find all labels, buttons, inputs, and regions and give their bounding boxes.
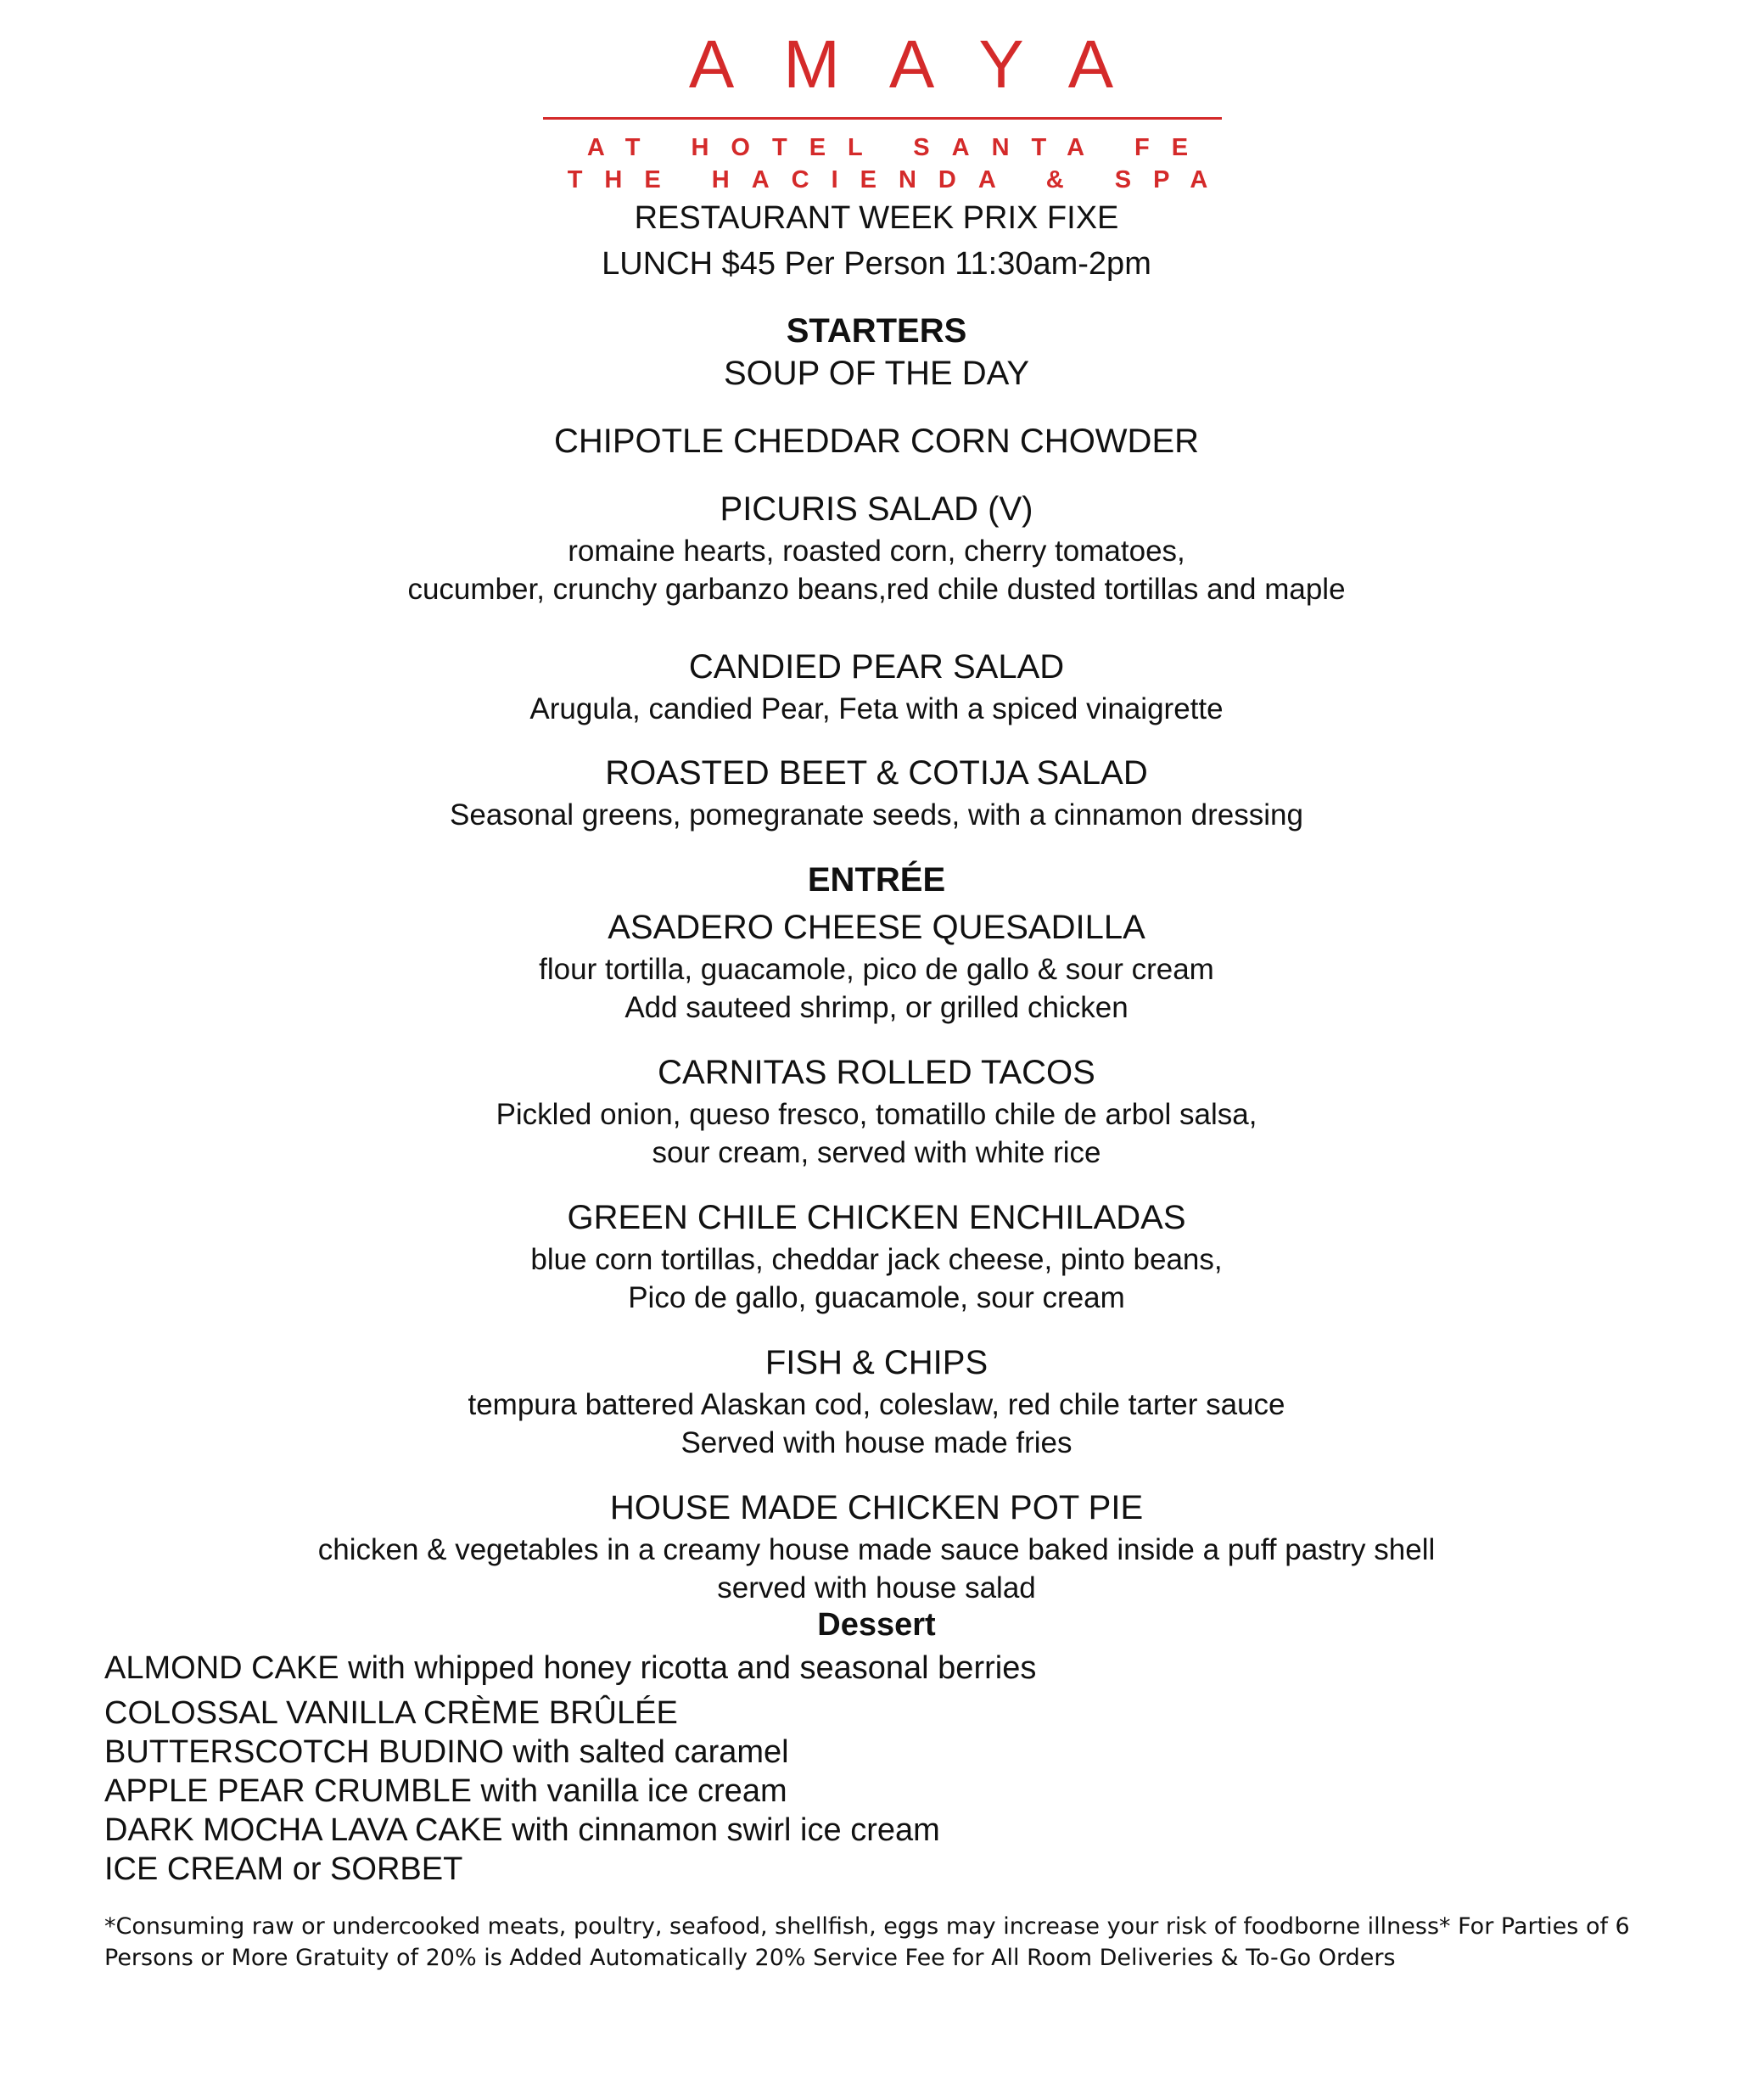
entree-item-name: FISH & CHIPS bbox=[764, 1344, 989, 1381]
logo-subtitle-hacienda: THE HACIENDA & SPA bbox=[567, 166, 1230, 193]
dessert-heading: Dessert bbox=[817, 1607, 936, 1643]
entree-item-name: GREEN CHILE CHICKEN ENCHILADAS bbox=[567, 1199, 1186, 1236]
logo-subtitle-hotel: AT HOTEL SANTA FE bbox=[586, 134, 1211, 161]
entree-item-desc: flour tortilla, guacamole, pico de gallo & sour cream bbox=[539, 953, 1214, 986]
starter-item-desc: Arugula, candied Pear, Feta with a spiced vinaigrette bbox=[529, 692, 1224, 725]
starter-item-name: PICURIS SALAD (V) bbox=[720, 490, 1033, 528]
logo-divider bbox=[543, 117, 1222, 120]
starter-item-desc: cucumber, crunchy garbanzo beans,red chile dusted tortillas and maple bbox=[407, 573, 1346, 606]
soup-of-the-day: SOUP OF THE DAY bbox=[723, 355, 1030, 392]
footer-disclaimer: *Consuming raw or undercooked meats, poultry, seafood, shellfish, eggs may increase your risk of foodborne illness* For Parties of 6 Persons or More Gratuity of 20% is Added Automatically 20% Service Fee for All Room Deliveries & To-Go Orders bbox=[104, 1913, 1630, 1971]
entree-item-name: HOUSE MADE CHICKEN POT PIE bbox=[609, 1489, 1144, 1526]
entree-heading: ENTRÉE bbox=[807, 861, 946, 899]
dessert-item: DARK MOCHA LAVA CAKE with cinnamon swirl ice cream bbox=[104, 1812, 940, 1848]
entree-item-desc: sour cream, served with white rice bbox=[652, 1136, 1101, 1169]
entree-item-desc: blue corn tortillas, cheddar jack cheese, pinto beans, bbox=[530, 1243, 1223, 1276]
starter-item-desc: romaine hearts, roasted corn, cherry tomatoes, bbox=[568, 535, 1185, 568]
starter-item-name: CHIPOTLE CHEDDAR CORN CHOWDER bbox=[553, 423, 1200, 460]
starter-item-name: ROASTED BEET & COTIJA SALAD bbox=[605, 754, 1148, 792]
entree-item-desc: served with house salad bbox=[717, 1571, 1036, 1604]
restaurant-logo: AMAYA bbox=[688, 26, 1163, 102]
entree-item-desc: Add sauteed shrimp, or grilled chicken bbox=[624, 991, 1129, 1024]
starter-item-name: CANDIED PEAR SALAD bbox=[688, 648, 1065, 686]
lunch-info: LUNCH $45 Per Person 11:30am-2pm bbox=[602, 246, 1151, 282]
entree-item-desc: tempura battered Alaskan cod, coleslaw, red chile tarter sauce bbox=[468, 1388, 1285, 1421]
entree-item-name: ASADERO CHEESE QUESADILLA bbox=[608, 909, 1145, 946]
entree-item-desc: Served with house made fries bbox=[680, 1426, 1073, 1459]
entree-item-desc: Pico de gallo, guacamole, sour cream bbox=[628, 1281, 1125, 1314]
menu-title: RESTAURANT WEEK PRIX FIXE bbox=[634, 200, 1119, 236]
entree-item-desc: chicken & vegetables in a creamy house made sauce baked inside a puff pastry shell bbox=[317, 1533, 1436, 1566]
starter-item-desc: Seasonal greens, pomegranate seeds, with a cinnamon dressing bbox=[450, 798, 1303, 832]
dessert-item: ALMOND CAKE with whipped honey ricotta and seasonal berries bbox=[104, 1650, 1037, 1686]
dessert-item: COLOSSAL VANILLA CRÈME BRÛLÉE bbox=[104, 1695, 678, 1731]
dessert-item: APPLE PEAR CRUMBLE with vanilla ice cream bbox=[104, 1773, 787, 1809]
dessert-item: BUTTERSCOTCH BUDINO with salted caramel bbox=[104, 1734, 789, 1770]
starters-heading: STARTERS bbox=[786, 312, 967, 350]
entree-item-name: CARNITAS ROLLED TACOS bbox=[658, 1054, 1095, 1091]
entree-item-desc: Pickled onion, queso fresco, tomatillo chile de arbol salsa, bbox=[496, 1098, 1257, 1131]
dessert-item: ICE CREAM or SORBET bbox=[104, 1851, 463, 1887]
